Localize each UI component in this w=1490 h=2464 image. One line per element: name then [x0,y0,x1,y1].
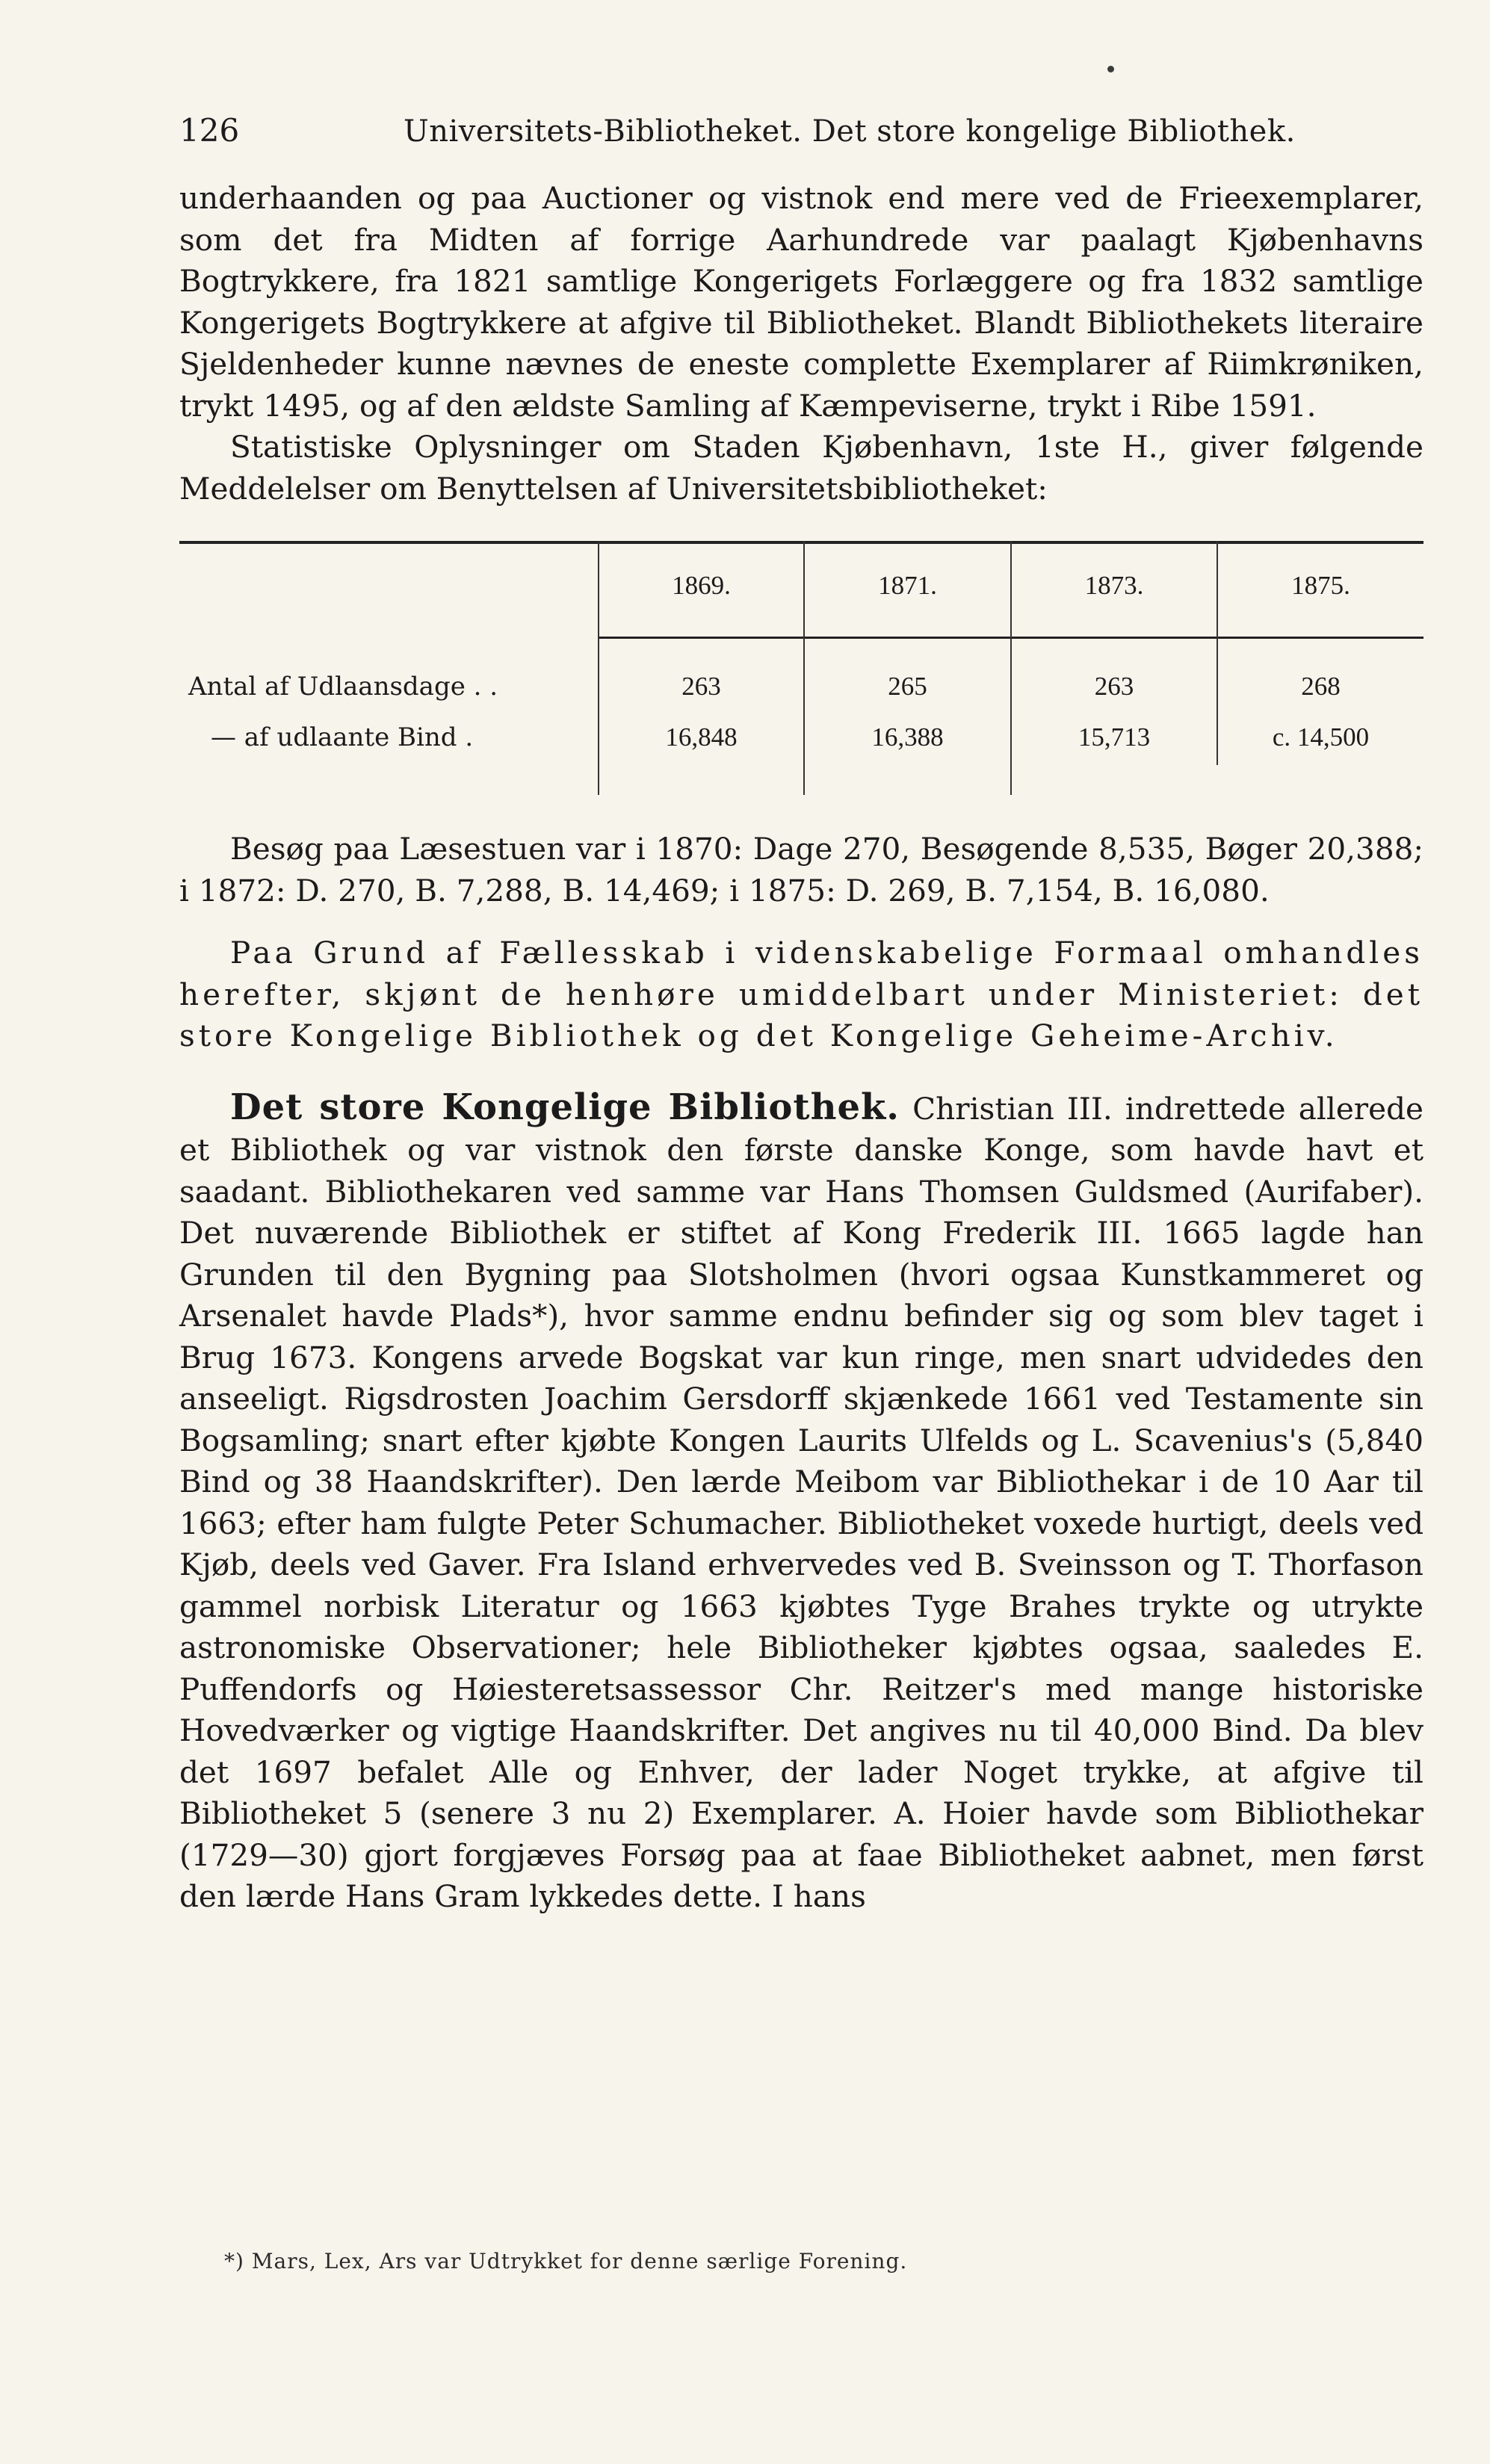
row-label: — af udlaante Bind . [211,722,474,752]
paragraph-1: underhaanden og paa Auctioner og vistnok end mere ved de Frieexemplarer, som det fra Midten af forrige Aarhundrede var paalagt Kjøbenhavns Bogtrykkere, fra 1821 samtlige Kongerigets Forlæggere og fra 1832 samtlige Kongerigets Bogtrykkere at afgive til Bibliotheket. Blandt Bibliothekets literaire Sjeldenheder kunne nævnes de eneste complette Exemplarer af Riimkrøniken, trykt 1495, og af den ældste Samling af Kæmpeviserne, trykt i Ribe 1591. [179,180,1423,424]
ink-dot [1107,66,1114,72]
table-cell: 16,848 [665,722,738,752]
running-header [179,112,1423,164]
table-cell: 263 [1094,672,1134,701]
table-top-rule [179,541,1423,544]
page-body [179,112,1423,1918]
paragraph-2: Statistiske Oplysninger om Staden Kjøbenhavn, 1ste H., giver følgende Meddelelser om Benyttelsen af Universitetsbibliotheket: [179,429,1423,507]
paragraph-3: Besøg paa Læsestuen var i 1870: Dage 270, Besøgende 8,535, Bøger 20,388; i 1872: D. 270, B. 7,288, B. 14,469; i 1875: D. 269, B. 7,154, B. 16,080. [179,831,1423,908]
table-cell: c. 14,500 [1272,722,1370,752]
footnote: *) Mars, Lex, Ars var Udtrykket for denne særlige Forening. [224,2249,908,2273]
column-header: 1875. [1291,571,1350,600]
table-cell: 263 [681,672,721,701]
section-text: Christian III. indrettede allerede et Bibliothek og var vistnok den første danske Konge, som havde havt et saadant. Bibliothekaren ved samme var Hans Thomsen Guldsmed (Aurifaber). Det nuværende Bibliothek er stiftet af Kong Frederik III. 1665 lagde han Grunden til den Bygning paa Slotsholmen (hvori ogsaa Kunstkammeret og Arsenalet havde Plads*), hvor samme endnu befinder sig og som blev taget i Brug 1673. Kongens arvede Bogskat var kun ringe, men snart udvidedes den anseeligt. Rigsdrosten Joachim Gersdorff skjænkede 1661 ved Testamente sin Bogsamling; snart efter kjøbte Kongen Laurits Ulfelds og L. Scavenius's (5,840 Bind og 38 Haandskrifter). Den lærde Meibom var Bibliothekar i de 10 Aar til 1663; efter ham fulgte Peter Schumacher. Bibliotheket voxede hurtigt, deels ved Kjøb, deels ved Gaver. Fra Island erhvervedes ved B. Sveinsson og T. Thorfason gammel norbisk Literatur og 1663 kjøbtes Tyge Brahes trykte og utrykte astronomiske Observationer; hele Bibliotheker kjøbtes ogsaa, saaledes E. Puffendorfs og Høiesteretsassessor Chr. Reitzer's med mange historiske Hovedværker og vigtige Haandskrifter. Det angives nu til 40,000 Bind. Da blev det 1697 befalet Alle og Enhver, der lader Noget trykke, at afgive til Bibliotheket 5 (senere 3 nu 2) Exemplarer. A. Hoier havde som Bibliothekar (1729—30) gjort forgjæves Forsøg paa at faae Bibliotheket aabnet, men først den lærde Hans Gram lykkedes dette. I hans [179,1090,1424,1914]
column-header: 1869. [672,571,731,600]
row-label: Antal af Udlaansdage . . [188,672,498,702]
table-cell: 15,713 [1078,722,1151,752]
table-cell: 16,388 [871,722,944,752]
column-header: 1873. [1084,571,1144,600]
section-heading: Det store Kongelige Bibliothek. [230,1086,900,1128]
running-title: Universitets-Bibliotheket. Det store kongelige Bibliothek. [404,114,1296,149]
page-number: 126 [179,112,240,149]
table-cell: 268 [1301,672,1341,701]
table-cell: 265 [888,672,927,701]
section-paragraph [179,1087,1423,1918]
statistics-table [179,541,1423,829]
column-header: 1871. [878,571,937,600]
paragraph-4: Paa Grund af Fællesskab i videnskabelige Formaal omhandles herefter, skjønt de henhøre umiddelbart under Ministeriet: det store Kongelige Bibliothek og det Kongelige Geheime-Archiv. [179,935,1423,1053]
